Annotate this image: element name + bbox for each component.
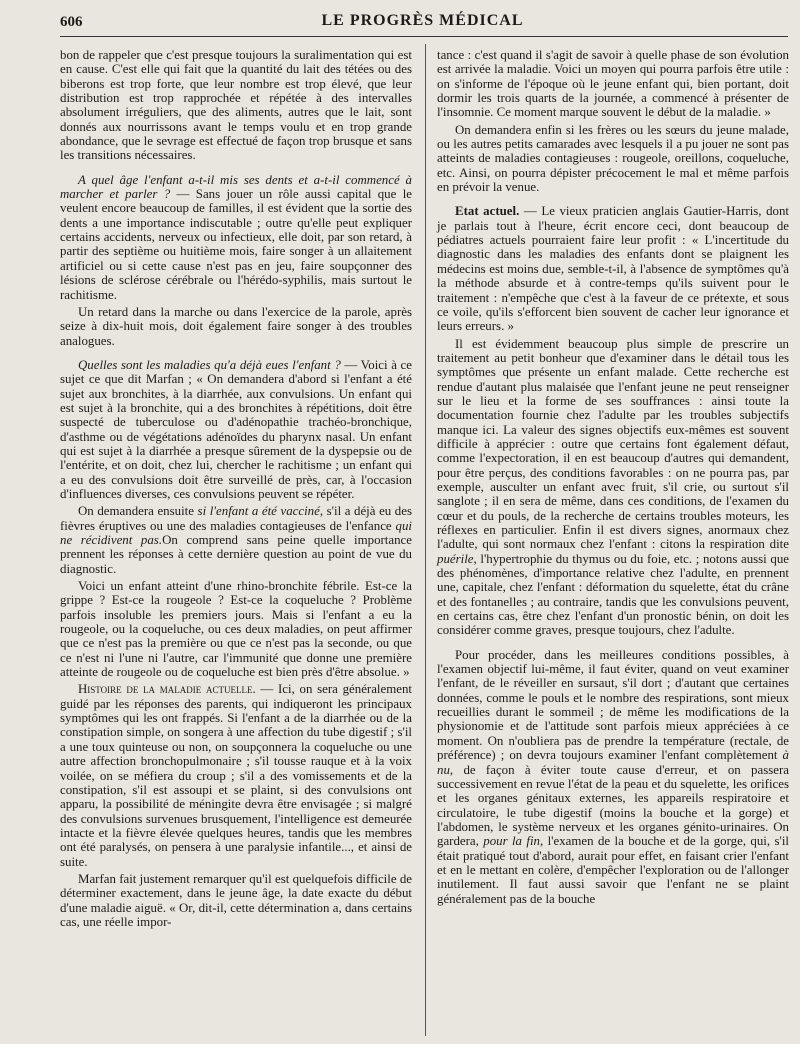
paragraph-text: Pour procéder, dans les meilleures conditions possibles, à l'examen objectif lui-même, il faut éviter, quand on veut examiner l'enfant, de le réveiller en sursaut, s'il dort ; d'autant que certaines données, comme le pouls et le nombre des respirations, sont mieux recueillies durant le sommeil ; de même les modifications de la physionomie et de l'attitude sont parfois mieux appréciées à ce moment. On n'oubliera pas de prendre la température (rectale, de préférence) ; on devra toujours examiner l'enfant complètement — [437, 647, 789, 763]
page-number: 606 — [60, 14, 83, 30]
italic-text: pour la fin — [483, 834, 540, 849]
italic-text: si l'enfant a été vacciné — [197, 504, 320, 519]
paragraph: tance : c'est quand il s'agit de savoir à quelle phase de son évolution est arrivée la maladie. Voici un moyen qui pourra parfois être utile : on s'informe de l'époque où le jeune enfant qui, bien portant, doit dormir les trois quarts de la journée, a commencé à présenter de l'insomnie. Ce moment marque souvent le début de la maladie. » — [437, 48, 789, 120]
paragraph-text: — Sans jouer un rôle aussi capital que le veulent encore beaucoup de familles, il est évident que la sortie des dents a une importance indiscutable ; outre qu'elle peut expliquer certains accidents, nerveux ou infectieux, elle doit, par son retard, à partir des septième ou huitième mois, faire songer à un allaitement artificiel ou si cette cause n'est pas en jeu, faire soupçonner des lésions de sclérose cérébrale ou l'hérédo-syphilis, mais surtout le rachitisme. — [60, 187, 412, 302]
paragraph-text: , l'examen de la bouche et de la gorge, qui, s'il était pratiqué tout d'abord, aurait pour effet, en faisant crier l'enfant et en le mettant en colère, d'empêcher l'exploration ou de l'allonger inutilement. Il faut aussi savoir que l'enfant ne se plaint généralement pas de la bouche — [437, 834, 789, 906]
italic-text: à nu — [437, 748, 789, 777]
paragraph — [437, 337, 789, 638]
paragraph — [437, 204, 789, 333]
paragraph: Voici un enfant atteint d'une rhino-bronchite fébrile. Est-ce la grippe ? Est-ce la rougeole ? Est-ce la coqueluche ? Problème parfois insoluble les premiers jours. Mais si l'enfant a eu la rougeole, ou la coqueluche, ou ces deux maladies, on peut affirmer que ce n'est pas la première ou que ce n'est pas la seconde, ou que ce n'est ni l'une ni l'autre, car l'immunité que donne une première atteinte de rougeole ou de coqueluche est bien près d'être absolue. » — [60, 579, 412, 680]
right-column — [437, 48, 789, 909]
paragraph — [60, 504, 412, 576]
paragraph: Marfan fait justement remarquer qu'il est quelquefois difficile de déterminer exactement, dans le jeune âge, la date exacte du début d'une maladie aiguë. « Or, dit-il, cette détermination a, dans certains cas, une réelle impor- — [60, 871, 412, 929]
paragraph — [60, 358, 412, 501]
paragraph-text: — Voici à ce sujet ce que dit Marfan ; « On demandera d'abord si l'enfant a été sujet aux bronchites, à la diarrhée, aux convulsions. Un enfant qui est sujet à la bronchite, qui a des bronchites à répétitions, doit être suspecté de tuberculose ou d'adénopathie trachéo-bronchique, d'asthme ou de végétations adénoïdes du pharynx nasal. Un enfant qui est sujet à la diarrhée a presque sûrement de la dyspepsie ou de l'entérite, et on doit, chez lui, chercher le rachitisme ; un enfant qui a eu des convulsions doit être surveillé de près, car, à l'occasion d'influences diverses, ces convulsions peuvent se répéter. — [60, 357, 412, 501]
section-heading: Histoire de la maladie actuelle. — [78, 682, 256, 697]
paragraph-text: , de façon à éviter toute cause d'erreur, et on passera successivement en revue l'état de la peau et du squelette, les orifices et les organes génitaux externes, les appareils respiratoire et circulatoire, le tube digestif (moins la bouche et la gorge) et l'abdomen, le système nerveux et les organes génito-urinaires. On gardera, — [437, 762, 789, 849]
paragraph-text: Il est évidemment beaucoup plus simple de prescrire un traitement au petit bonheur que d'examiner dans le détail tous les symptômes que présente un enfant malade. Cette recherche est rendue d'autant plus malaisée que l'enfant jeune ne peut renseigner sur le lieu et la forme de ses souffrances : ainsi toute la documentation fournie chez l'adulte par les troubles subjectifs manque ici. La valeur des signes objectifs eux-mêmes est souvent difficile à apprécier : outre que certains font également défaut, comme l'expectoration, il en est beaucoup d'autres qui demandent, pour être perçus, des conditions favorables : on ne pourra pas, par exemple, ausculter un enfant avec fruit, s'il crie, ou surtout s'il sanglote ; il en sera de même, dans ces conditions, de l'examen du cœur et du pouls, de la recherche de certains troubles moteurs, les réflexes en particulier. Enfin il est divers signes, anormaux chez l'adulte, qui sont normaux chez l'enfant : citons la respiration dite — [437, 336, 789, 552]
italic-text: qui ne récidivent pas. — [60, 518, 412, 547]
paragraph-text: — Le vieux praticien anglais Gautier-Harris, dont je parlais tout à l'heure, écrit encore ceci, dont beaucoup de pédiatres actuels pourraient faire leur profit : « L'incertitude du diagnostic dans les maladies des enfants dont se plaignent les médecins est moins due, semble-t-il, à l'absence de symptômes qu'à la méthode absurde et à contre-temps qu'ils suivent pour le traitement : n'empêche que c'est à la faveur de ce prétexte, et sous ce voile, qu'ils s'efforcent bien souvent de cacher leur ignorance et leurs erreurs. » — [437, 204, 789, 334]
section-heading: Etat actuel. — [455, 204, 520, 219]
paragraph — [60, 682, 412, 868]
paragraph: On demandera enfin si les frères ou les sœurs du jeune malade, ou les autres petits camarades avec lesquels il a pu jouer ne sont pas atteints de maladies contagieuses : rougeole, oreillons, coqueluche, etc. Ainsi, on pourra dépister précocement le mal et même parfois en prévoir la venue. — [437, 122, 789, 195]
left-column — [60, 48, 412, 932]
paragraph-text: — Ici, on sera généralement guidé par les réponses des parents, qui indiqueront les principaux symptômes qui les ont frappés. Si l'enfant a de la diarrhée ou de la constipation simple, on songera à une affection du tube digestif ; s'il a une toux quinteuse ou non, on soupçonnera la coqueluche ou une autre affection bronchopulmonaire ; s'il tousse rauque et à la voix voilée, on se méfiera du croup ; s'il a des vomissements et de la constipation, s'il est assoupi et se plaint, si des convulsions ont apparu, la possibilité de méningite devra être envisagée ; si malgré des convulsions survenues brusquement, l'intelligence est demeurée intacte et la fièvre élevée quelques heures, tandis que les membres ont été paralysés, on pensera à une paralysie infantile..., et ainsi de suite. — [60, 682, 413, 869]
journal-title: LE PROGRÈS MÉDICAL — [321, 12, 524, 29]
paragraph-text: , l'hypertrophie du thymus ou du foie, etc. ; notons aussi que des phénomènes, d'importance relative chez l'adulte, en prennent une, capitale, chez l'enfant : déformation du squelette, état du crâne et des fontanelles ; au contraire, tandis que les convulsions peuvent, en certains cas, être chez l'enfant d'un pronostic bénin, on doit les considérer comme graves, presque toujours, chez l'adulte. — [437, 551, 789, 638]
paragraph-text: On comprend sans peine quelle importance prennent les réponses à cette dernière question au point de vue du diagnostic. — [60, 533, 412, 576]
paragraph — [60, 173, 412, 302]
paragraph-text: , s'il a déjà eu des fièvres éruptives ou une des maladies contagieuses de l'enfance — [60, 504, 412, 533]
column-divider — [425, 44, 426, 1036]
paragraph — [437, 648, 789, 906]
paragraph: Un retard dans la marche ou dans l'exercice de la parole, après seize à dix-huit mois, doit également faire songer à des troubles analogues. — [60, 304, 412, 348]
paragraph-text: On demandera ensuite — [78, 504, 198, 519]
header-rule — [60, 36, 788, 37]
italic-text: puérile — [437, 551, 474, 566]
page-header — [60, 6, 785, 34]
question-text: Quelles sont les maladies qu'a déjà eues l'enfant ? — [78, 357, 341, 372]
question-text: A quel âge l'enfant a-t-il mis ses dents et a-t-il commencé à marcher et parler ? — [60, 172, 412, 202]
paragraph: bon de rappeler que c'est presque toujours la suralimentation qui est en cause. C'est elle qui fait que la quantité du lait des tétées ou des biberons est trop forte, que leur nombre est trop élevé, que leur distribution est trop rapprochée et répétée à des intervalles absolument irréguliers, que des aliments, autres que le lait, sont donnés aux nourrissons avant le temps voulu et en trop grande abondance, que le sevrage est effectué de façon trop brusque et sans les transitions nécessaires. — [60, 48, 412, 163]
